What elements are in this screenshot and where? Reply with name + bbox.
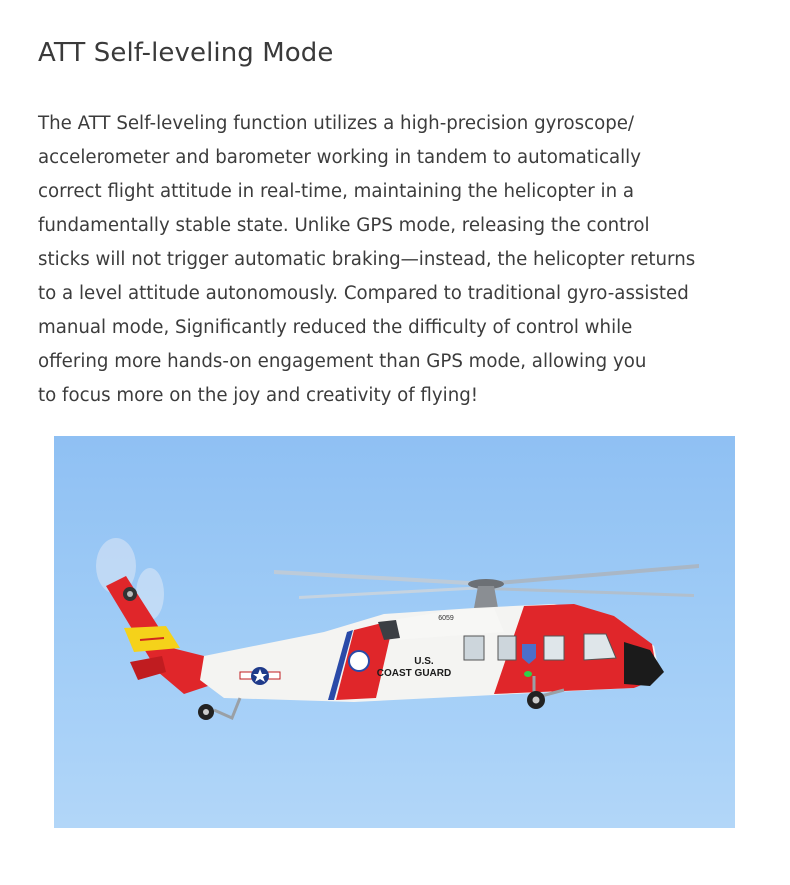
paragraph-line: fundamentally stable state. Unlike GPS mode, releasing the control bbox=[38, 215, 650, 236]
paragraph-line: manual mode, Significantly reduced the difficulty of control while bbox=[38, 317, 633, 338]
paragraph-line: to a level attitude autonomously. Compared to traditional gyro-assisted bbox=[38, 283, 689, 304]
paragraph-line: The ATT Self-leveling function utilizes a high-precision gyroscope/ bbox=[38, 113, 635, 134]
window bbox=[498, 636, 516, 660]
stabilizer bbox=[130, 656, 166, 680]
paragraph-line: correct flight attitude in real-time, maintaining the helicopter in a bbox=[38, 181, 635, 202]
paragraph-line: sticks will not trigger automatic braking—instead, the helicopter returns bbox=[38, 249, 696, 270]
helicopter-photo bbox=[54, 436, 735, 828]
description-paragraph bbox=[38, 107, 768, 413]
page-title: ATT Self-leveling Mode bbox=[38, 38, 334, 68]
window bbox=[544, 636, 564, 660]
tail-number: 6059 bbox=[438, 615, 454, 622]
paragraph-line: accelerometer and barometer working in tandem to automatically bbox=[38, 147, 641, 168]
nav-light bbox=[524, 671, 532, 677]
livery-coast-guard: COAST GUARD bbox=[376, 668, 452, 679]
helicopter-illustration bbox=[54, 436, 735, 828]
livery-us: U.S. bbox=[414, 656, 434, 667]
paragraph-line: offering more hands-on engagement than GPS mode, allowing you bbox=[38, 351, 647, 372]
coast-guard-seal-icon bbox=[349, 651, 369, 671]
nose-cone bbox=[624, 642, 664, 686]
window bbox=[464, 636, 484, 660]
paragraph-line: to focus more on the joy and creativity of flying! bbox=[38, 385, 479, 406]
